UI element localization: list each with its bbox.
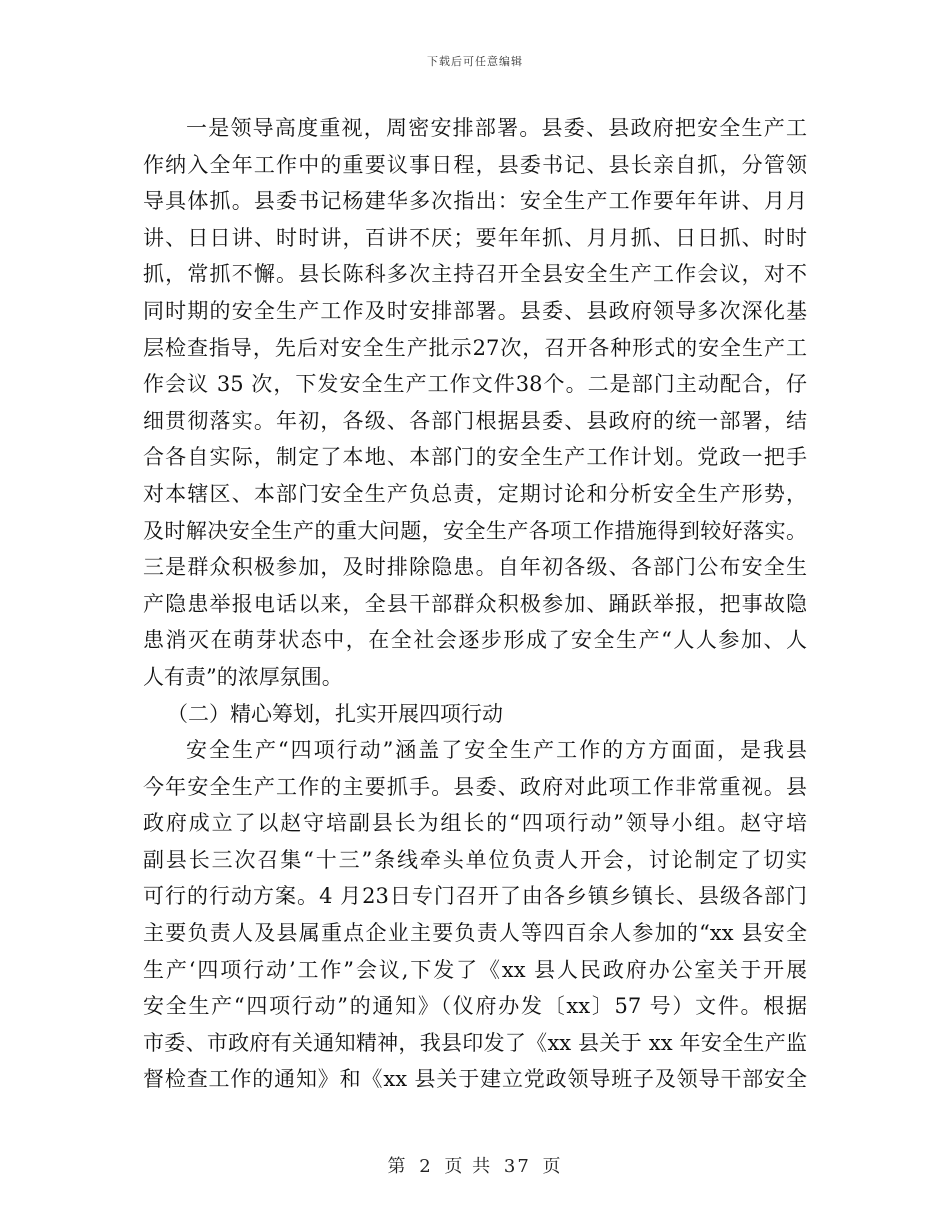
paragraph-line: 作纳入全年工作中的重要议事日程，县委书记、县长亲自抓，分管领 <box>143 152 807 177</box>
paragraph-line: 抓，常抓不懈。县长陈科多次主持召开全县安全生产工作会议，对不 <box>143 262 807 287</box>
paragraph-line: 患消灭在萌芽状态中，在全社会逐步形成了安全生产“人人参加、人 <box>143 628 807 653</box>
paragraph-line: 安全生产“四项行动”的通知》（仪府办发〔xx〕57 号）文件。根据 <box>143 994 807 1019</box>
paragraph-line: 安全生产“四项行动”涵盖了安全生产工作的方方面面，是我县 <box>186 738 807 763</box>
paragraph-line: 三是群众积极参加，及时排除隐患。自年初各级、各部门公布安全生 <box>143 555 807 580</box>
paragraph-line: 同时期的安全生产工作及时安排部署。县委、县政府领导多次深化基 <box>143 298 807 323</box>
paragraph-line: 督检查工作的通知》和《xx 县关于建立党政领导班子及领导干部安全 <box>143 1067 807 1092</box>
section-heading: （二）精心筹划，扎实开展四项行动 <box>167 701 503 726</box>
current-page-number: 2 <box>419 1156 433 1177</box>
paragraph-line: 合各自实际，制定了本地、本部门的安全生产工作计划。党政一把手 <box>143 445 807 470</box>
paragraph-line: 主要负责人及县属重点企业主要负责人等四百余人参加的“xx 县安全 <box>143 921 807 946</box>
paragraph-line: 作会议 35 次，下发安全生产工作文件38个。二是部门主动配合，仔 <box>143 372 807 397</box>
footer-prefix: 第 <box>387 1156 408 1177</box>
paragraph-line: 细贯彻落实。年初，各级、各部门根据县委、县政府的统一部署，结 <box>143 408 807 433</box>
document-body <box>143 110 807 1098</box>
paragraph-line: 今年安全生产工作的主要抓手。县委、政府对此项工作非常重视。县 <box>143 774 807 799</box>
total-page-count: 37 <box>503 1156 531 1177</box>
footer-mid: 页 共 <box>444 1156 493 1177</box>
paragraph-line: 导具体抓。县委书记杨建华多次指出：安全生产工作要年年讲、月月 <box>143 189 807 214</box>
paragraph-line: 及时解决安全生产的重大问题，安全生产各项工作措施得到较好落实。 <box>143 518 807 543</box>
paragraph-line: 产隐患举报电话以来，全县干部群众积极参加、踊跃举报，把事故隐 <box>143 591 807 616</box>
paragraph-line: 讲、日日讲、时时讲，百讲不厌；要年年抓、月月抓、日日抓、时时 <box>143 225 807 250</box>
page-footer <box>0 1152 950 1178</box>
paragraph-line: 可行的行动方案。4 月23日专门召开了由各乡镇乡镇长、县级各部门 <box>143 884 807 909</box>
paragraph-line: 生产‘四项行动’工作”会议,下发了《xx 县人民政府办公室关于开展 <box>143 957 807 982</box>
paragraph-line: 对本辖区、本部门安全生产负总责，定期讨论和分析安全生产形势， <box>143 481 807 506</box>
paragraph-line: 层检查指导，先后对安全生产批示27次，召开各种形式的安全生产工 <box>143 335 807 360</box>
page-header: 下载后可任意编辑 <box>427 55 523 68</box>
paragraph-line: 副县长三次召集“十三”条线牵头单位负责人开会，讨论制定了切实 <box>143 847 807 872</box>
paragraph-line: 市委、市政府有关通知精神，我县印发了《xx 县关于 xx 年安全生产监 <box>143 1030 807 1055</box>
paragraph-line: 人有责”的浓厚氛围。 <box>143 664 343 689</box>
paragraph-line: 一是领导高度重视，周密安排部署。县委、县政府把安全生产工 <box>186 116 807 140</box>
footer-suffix: 页 <box>542 1156 563 1177</box>
paragraph-line: 政府成立了以赵守培副县长为组长的“四项行动”领导小组。赵守培 <box>143 811 807 836</box>
